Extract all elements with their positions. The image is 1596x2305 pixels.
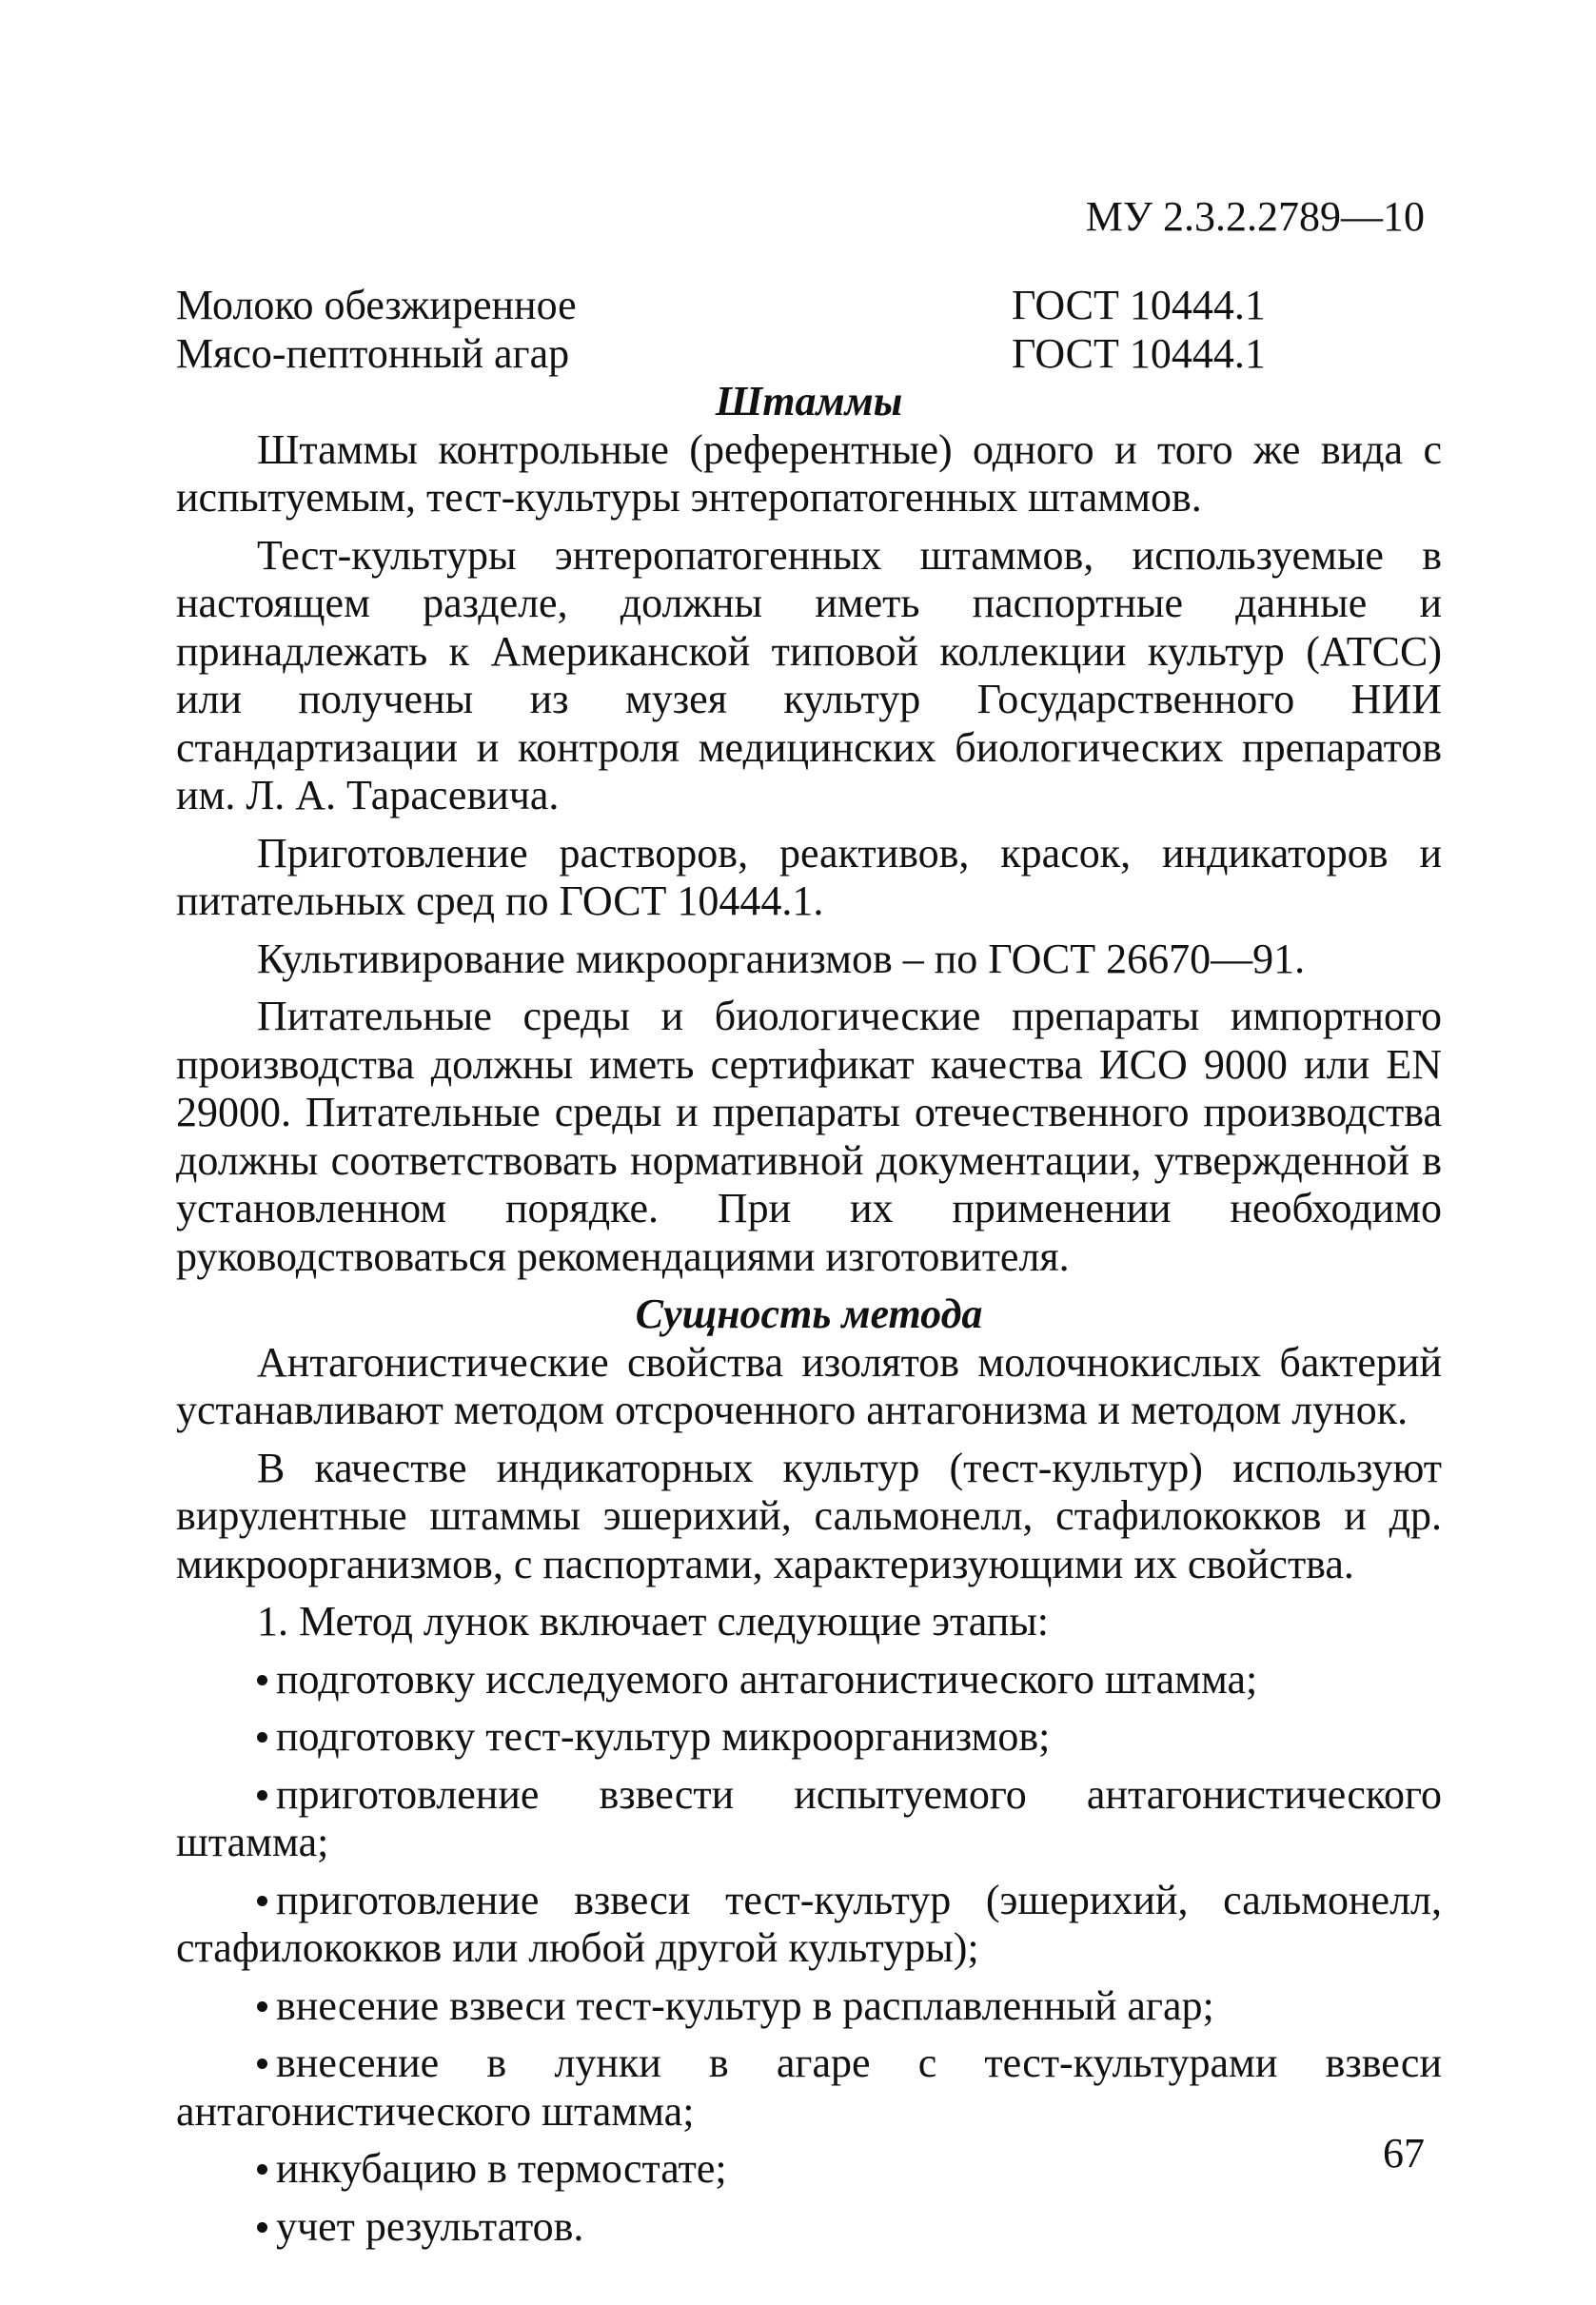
strains-paragraph: Тест-культуры энтеропатогенных штаммов, используемые в настоящем разделе, должны иметь паспортные данные и принадлежать к Американской типовой коллекции культур (АТСС) или получены из музея культур Государственного НИИ стандартизации и контроля медицинских биологических препаратов им. Л. А. Тарасевича. bbox=[176, 531, 1442, 818]
material-row bbox=[176, 330, 1442, 379]
method-step bbox=[176, 1877, 1442, 1973]
strains-heading: Штаммы bbox=[715, 378, 903, 424]
bullet-icon bbox=[257, 1896, 267, 1906]
strains-paragraph: Приготовление растворов, реактивов, красок, индикаторов и питательных сред по ГОСТ 10444.1. bbox=[176, 829, 1442, 924]
method-heading: Сущность метода bbox=[635, 1290, 983, 1337]
method-step bbox=[176, 1771, 1442, 1867]
method-step bbox=[176, 2145, 1442, 2194]
method-step bbox=[176, 1982, 1442, 2031]
method-step-text: подготовку исследуемого антагонистического штамма; bbox=[276, 1655, 1258, 1703]
material-row bbox=[176, 282, 1442, 330]
strains-paragraph: Культивирование микроорганизмов – по ГОСТ 26670—91. bbox=[257, 935, 1306, 982]
method-step-text: приготовление взвеси тест-культур (эшерихий, сальмонелл, стафилококков или любой другой культуры); bbox=[176, 1876, 1442, 1971]
page-body bbox=[176, 282, 1442, 2251]
bullet-icon bbox=[257, 2001, 267, 2012]
method-step bbox=[176, 1713, 1442, 1762]
bullet-icon bbox=[257, 2164, 267, 2175]
bullet-icon bbox=[257, 2059, 267, 2069]
method-step bbox=[176, 2039, 1442, 2136]
method-step-text: внесение взвеси тест-культур в расплавленный агар; bbox=[276, 1981, 1214, 2029]
bullet-icon bbox=[257, 2222, 267, 2233]
strains-paragraph: Штаммы контрольные (референтные) одного и того же вида с испытуемым, тест-культуры энтеропатогенных штаммов. bbox=[176, 425, 1442, 521]
method-paragraph: Антагонистические свойства изолятов молочнокислых бактерий устанавливают методом отсроченного антагонизма и методом лунок. bbox=[176, 1338, 1442, 1433]
method-step bbox=[176, 1656, 1442, 1704]
method-step-text: приготовление взвести испытуемого антагонистического штамма; bbox=[176, 1770, 1442, 1865]
strains-paragraph: Питательные среды и биологические препараты импортного производства должны иметь сертификат качества ИСО 9000 или EN 29000. Питательные среды и препараты отечественного производства должны соответствовать нормативной документации, утвержденной в установленном порядке. При их применении необходимо руководствоваться рекомендациями изготовителя. bbox=[176, 993, 1442, 1280]
method-paragraph: В качестве индикаторных культур (тест-культур) используют вирулентные штаммы эшерихий, сальмонелл, стафилококков и др. микроорганизмов, с паспортами, характеризующими их свойства. bbox=[176, 1444, 1442, 1587]
document-code: МУ 2.3.2.2789—10 bbox=[1085, 193, 1425, 240]
material-standard: ГОСТ 10444.1 bbox=[1012, 282, 1266, 328]
material-name: Молоко обезжиренное bbox=[176, 282, 577, 328]
method-step-text: инкубацию в термостате; bbox=[276, 2145, 727, 2192]
bullet-icon bbox=[257, 1675, 267, 1685]
bullet-icon bbox=[257, 1790, 267, 1801]
material-standard: ГОСТ 10444.1 bbox=[1012, 329, 1266, 377]
method-paragraph: 1. Метод лунок включает следующие этапы: bbox=[257, 1598, 1050, 1645]
method-step-text: учет результатов. bbox=[276, 2202, 584, 2250]
method-step-text: подготовку тест-культур микроорганизмов; bbox=[276, 1713, 1051, 1760]
material-name: Мясо-пептонный агар bbox=[176, 329, 570, 377]
method-step-text: внесение в лунки в агаре с тест-культурами взвеси антагонистического штамма; bbox=[176, 2039, 1442, 2135]
page-number: 67 bbox=[1383, 2130, 1425, 2177]
method-step bbox=[176, 2203, 1442, 2252]
bullet-icon bbox=[257, 1732, 267, 1743]
